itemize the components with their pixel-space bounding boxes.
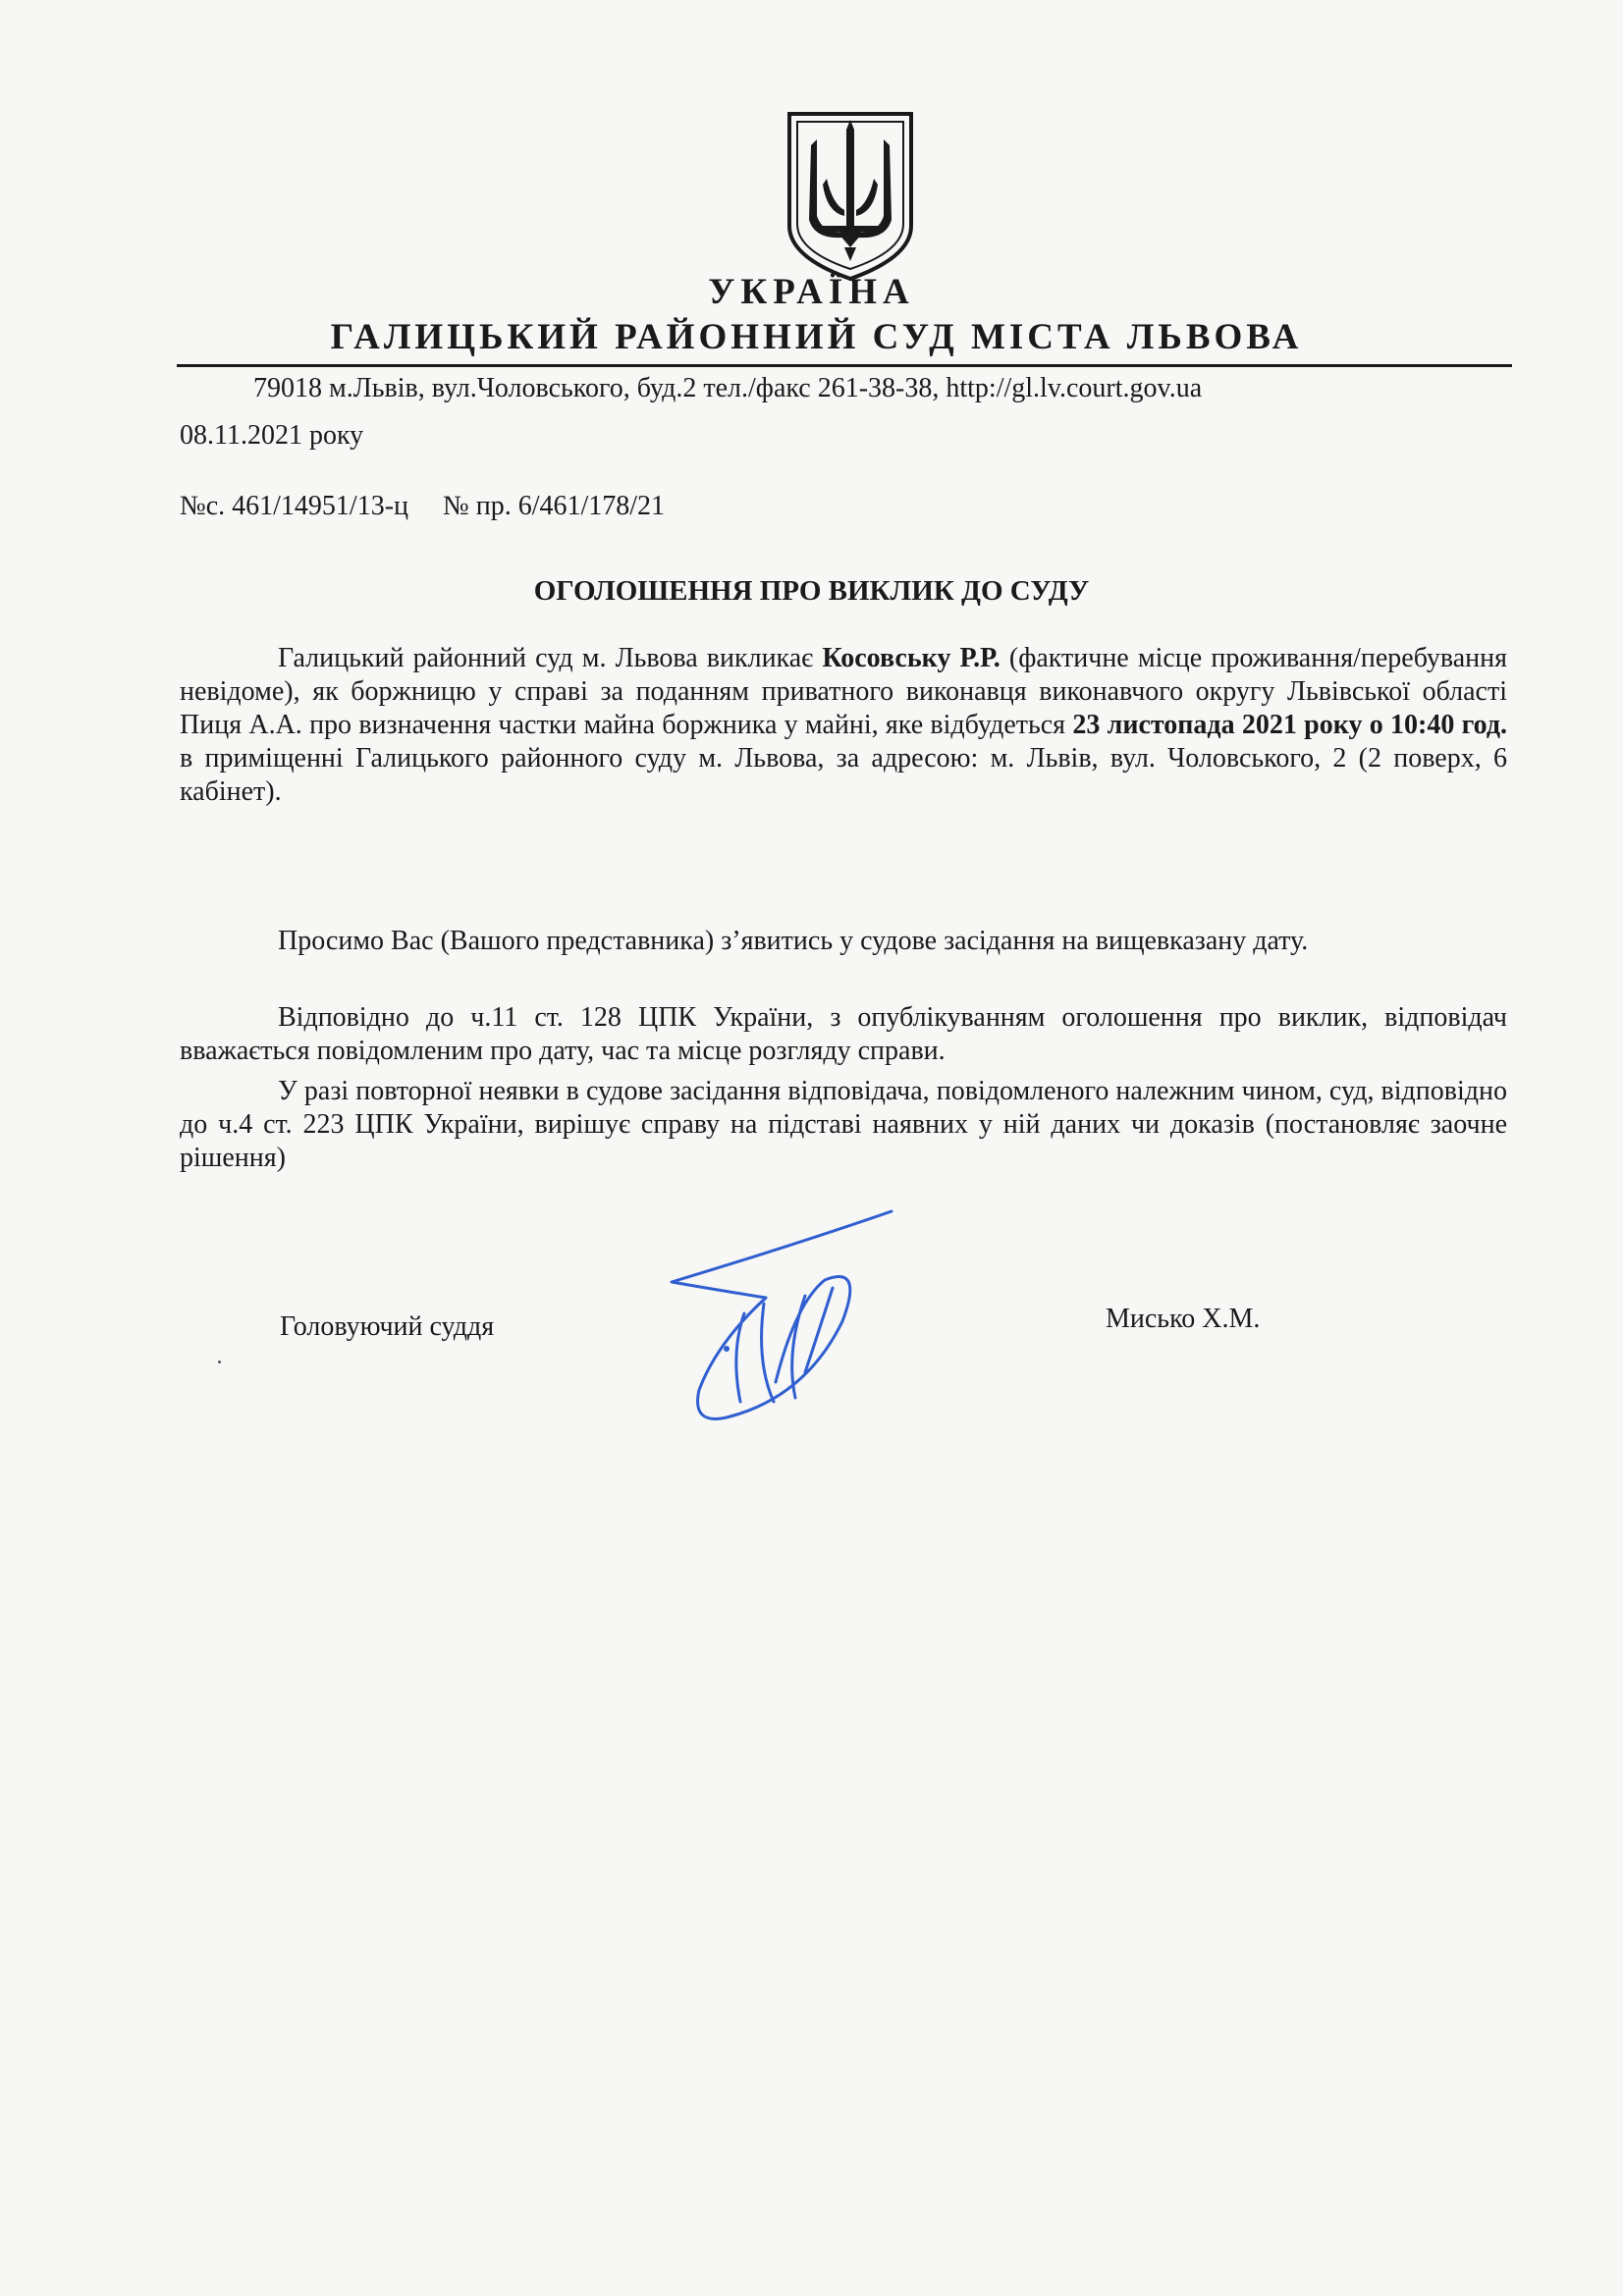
summons-text-intro: Галицький районний суд м. Львова викликає [278,643,823,673]
country-heading: УКРАЇНА [708,272,915,312]
respondent-name: Косовську Р.Р. [822,643,1001,673]
request-text: Просимо Вас (Вашого представника) з’явитись у судове засідання на вищевказану дату. [278,926,1309,956]
body-paragraph-absence-consequence [180,1075,1507,1175]
body-paragraph-summons [180,642,1507,809]
paragraph-indent [180,926,278,956]
scan-speck [218,1361,221,1363]
body-paragraph-legal-basis [180,1001,1507,1068]
header-divider [177,364,1512,367]
hearing-datetime: 23 листопада 2021 року о 10:40 год. [1072,710,1507,740]
coat-of-arms-trident-icon [784,110,917,283]
body-paragraph-request [180,925,1507,958]
paragraph-indent [180,1002,278,1033]
paragraph-indent [180,1076,278,1106]
paragraph-indent [180,643,278,673]
handwritten-signature [658,1205,903,1441]
court-name-heading: ГАЛИЦЬКИЙ РАЙОННИЙ СУД МІСТА ЛЬВОВА [330,317,1303,357]
document-date: 08.11.2021 року [180,420,364,451]
legal-basis-text: Відповідно до ч.11 ст. 128 ЦПК України, з опублікуванням оголошення про виклик, відповідач вважається повідомленим про дату, час та місце розгляду справи. [180,1002,1507,1066]
notice-title: ОГОЛОШЕННЯ ПРО ВИКЛИК ДО СУДУ [533,575,1090,607]
judge-name: Мисько Х.М. [1106,1304,1261,1334]
signer-title: Головуючий суддя [280,1311,495,1342]
summons-text-location: в приміщенні Галицького районного суду м. Львова, за адресою: м. Львів, вул. Чоловського, 2 (2 поверх, 6 кабінет). [180,743,1507,807]
absence-consequence-text: У разі повторної неявки в судове засідання відповідача, повідомленого належним чином, суд, відповідно до ч.4 ст. 223 ЦПК України, вирішує справу на підставі наявних у ній даних чи доказів (постановляє заочне рішення) [180,1076,1507,1173]
court-address: 79018 м.Львів, вул.Чоловського, буд.2 тел./факс 261-38-38, http://gl.lv.court.gov.ua [253,373,1203,403]
summons-text-details: (фактичне місце проживання/перебування невідоме), як боржницю у справі за поданням приватного виконавця виконавчого округу Львівської області Пиця А.А. про визначення частки майна боржника у майні, яке відбудеться [180,643,1508,740]
case-numbers: №с. 461/14951/13-ц № пр. 6/461/178/21 [180,491,666,521]
